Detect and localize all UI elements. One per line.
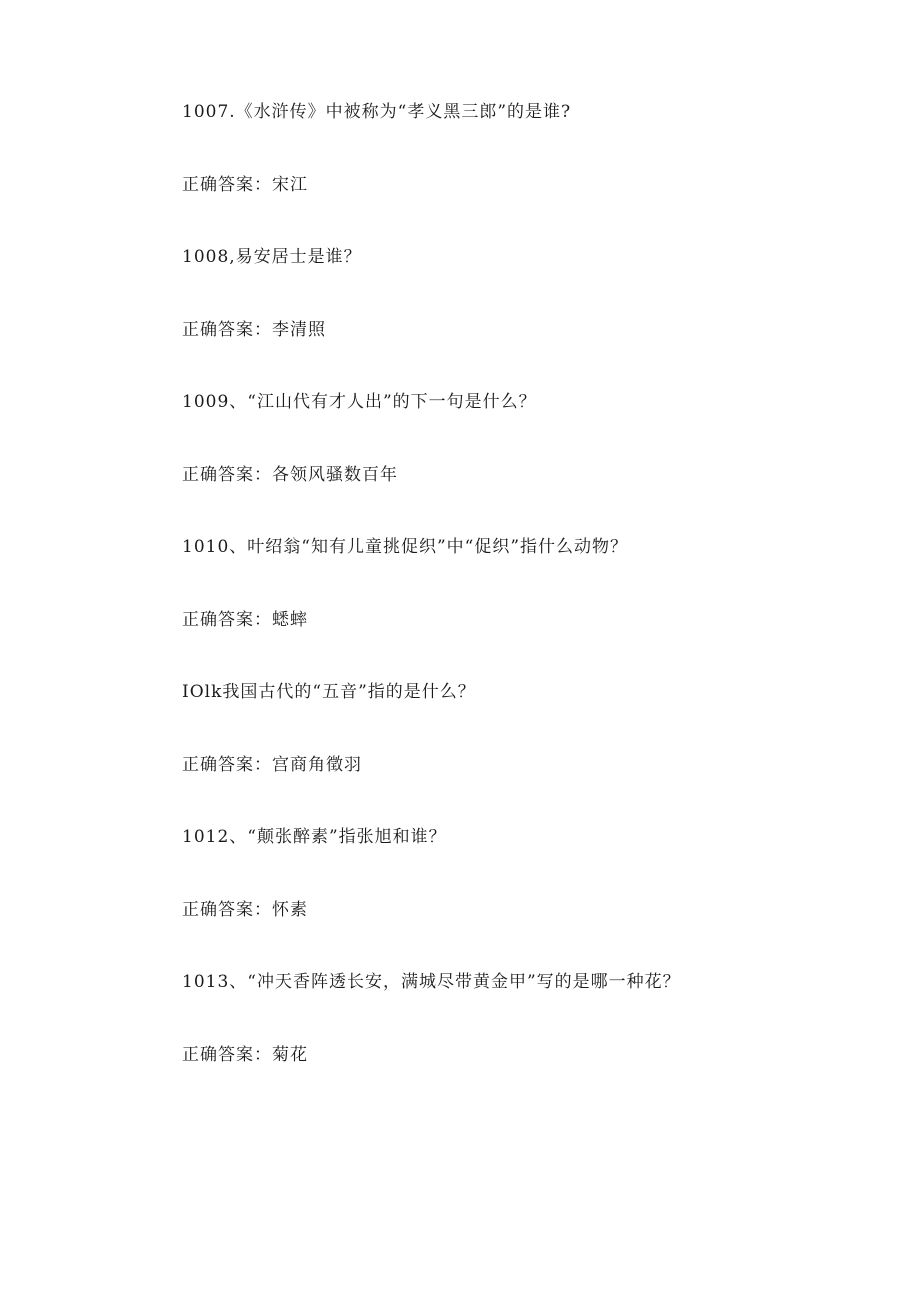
question-1010: 1010、叶绍翁“知有儿童挑促织”中“促织”指什么动物？	[182, 537, 629, 557]
answer-1010: 正确答案：蟋蟀	[182, 610, 308, 630]
question-1009: 1009、“江山代有才人出”的下一句是什么？	[182, 392, 537, 412]
question-1013: 1013、“冲天香阵透长安，满城尽带黄金甲”写的是哪一种花？	[182, 972, 681, 992]
answer-1007: 正确答案：宋江	[182, 175, 308, 195]
answer-1008: 正确答案：李清照	[182, 320, 326, 340]
answer-1012: 正确答案：怀素	[182, 900, 308, 920]
answer-1011: 正确答案：宫商角徵羽	[182, 755, 362, 775]
answer-1009: 正确答案：各领风骚数百年	[182, 465, 398, 485]
question-1011: IOlk我国古代的“五音”指的是什么？	[182, 682, 476, 702]
question-1012: 1012、“颠张醉素”指张旭和谁？	[182, 827, 447, 847]
question-1008: 1008,易安居士是谁？	[182, 247, 362, 267]
question-1007: 1007.《水浒传》中被称为“孝义黑三郎”的是谁?	[182, 102, 572, 122]
answer-1013: 正确答案：菊花	[182, 1045, 308, 1065]
